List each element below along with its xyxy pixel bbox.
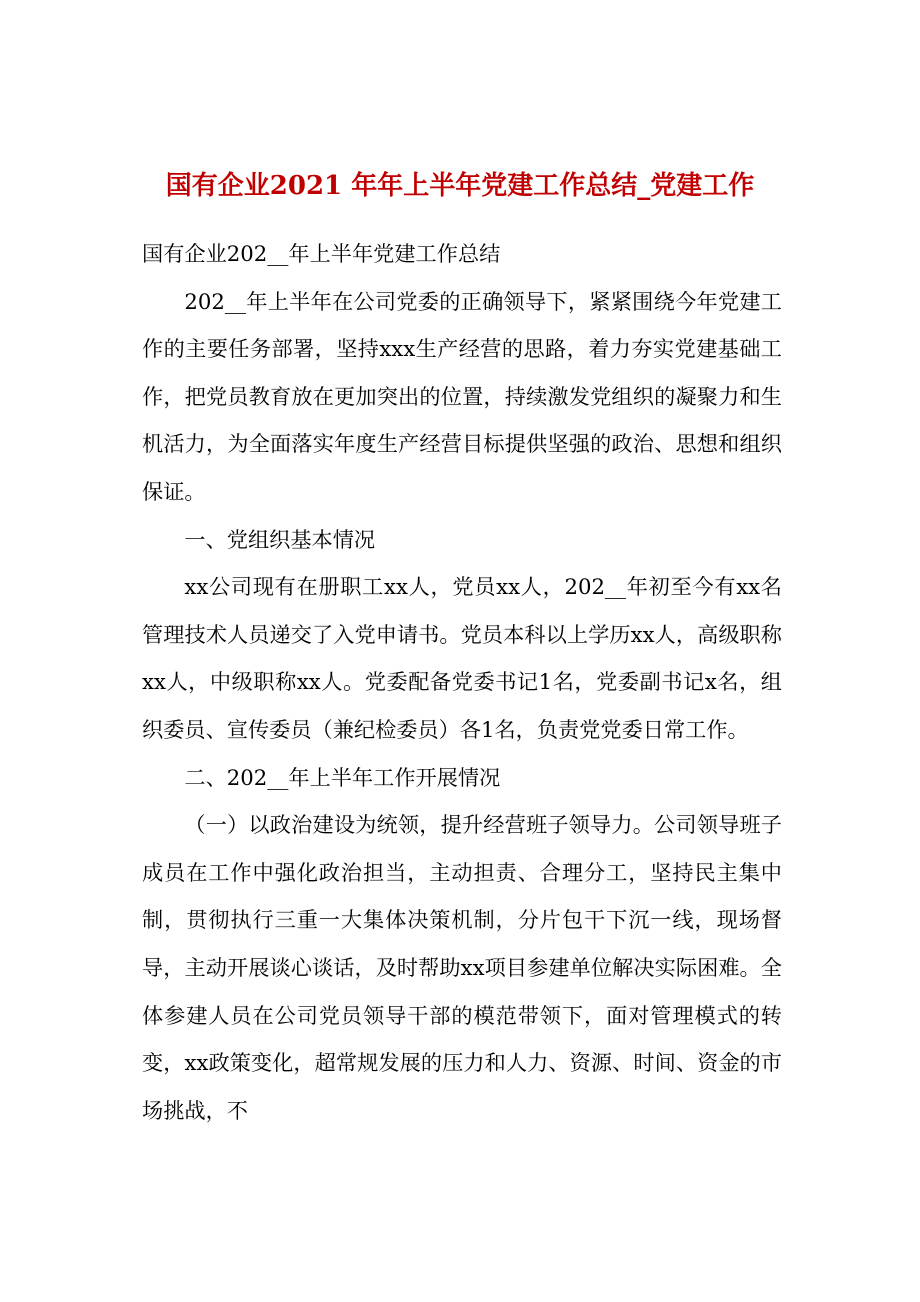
section-heading-1: 一、党组织基本情况	[184, 526, 376, 552]
document-subtitle: 国有企业202__年上半年党建工作总结	[142, 241, 501, 266]
document-body	[142, 230, 782, 1134]
paragraph-political-building: （一）以政治建设为统领，提升经营班子领导力。公司领导班子成员在工作中强化政治担当，主动担责、合理分工，坚持民主集中制，贯彻执行三重一大集体决策机制，分片包干下沉一线，现场督导，主动开展谈心谈话，及时帮助xx项目参建单位解决实际困难。全体参建人员在公司党员领导干部的模范带领下，面对管理模式的转变，xx政策变化，超常规发展的压力和人力、资源、时间、资金的市场挑战，不	[142, 812, 782, 1123]
paragraph-intro: 202__年上半年在公司党委的正确领导下，紧紧围绕今年党建工作的主要任务部署，坚持xxx生产经营的思路，着力夯实党建基础工作，把党员教育放在更加突出的位置，持续激发党组织的凝聚力和生机活力，为全面落实年度生产经营目标提供坚强的政治、思想和组织保证。	[142, 288, 782, 504]
paragraph-org-overview: xx公司现有在册职工xx人，党员xx人，202__年初至今有xx名管理技术人员递交了入党申请书。党员本科以上学历xx人，高级职称xx人，中级职称xx人。党委配备党委书记1名，党委副书记x名，组织委员、宣传委员（兼纪检委员）各1名，负责党党委日常工作。	[142, 574, 782, 742]
document-title: 国有企业2021 年年上半年党建工作总结_党建工作	[165, 171, 755, 201]
section-heading-2: 二、202__年上半年工作开展情况	[184, 764, 501, 790]
